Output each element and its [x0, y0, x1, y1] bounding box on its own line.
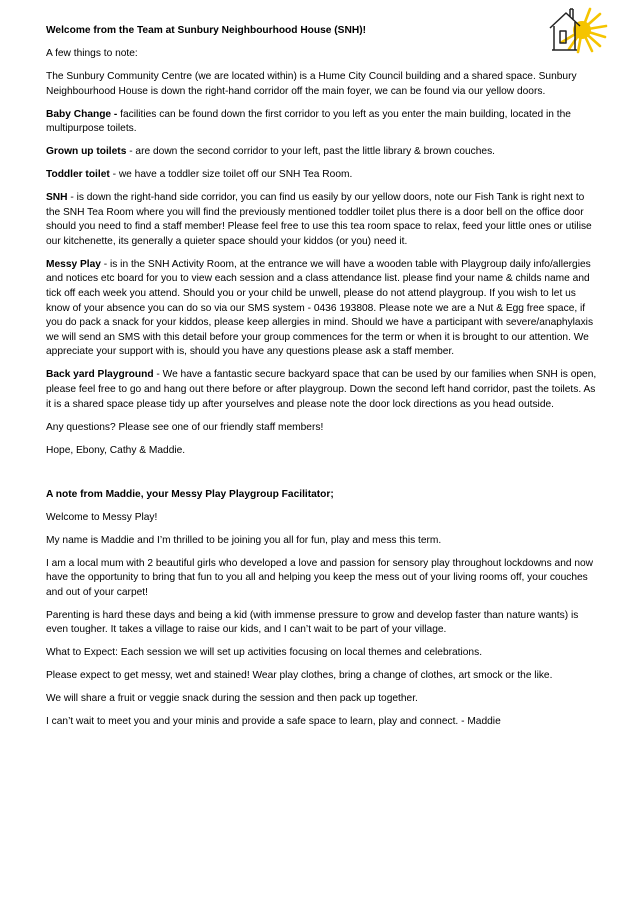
maddie-paragraph-6: We will share a fruit or veggie snack during the session and then pack up together.	[46, 693, 418, 705]
grown-up-toilets-paragraph	[46, 145, 600, 160]
back-yard-paragraph	[46, 368, 600, 412]
toddler-toilet-paragraph	[46, 168, 600, 183]
snh-text: - is down the right-hand side corridor, you can find us easily by our yellow doors, note our Fish Tank is right next to the SNH Tea Room where you will find the previously mentioned toddler toilet plus there is a door bell on the office door should you need to find a staff member! Please feel free to use this tea room space to relax, feed your little ones or utilise our kitchenette, its generally a quieter space should your kiddos (or you) need it.	[46, 192, 592, 247]
back-yard-lead: Back yard Playground	[46, 369, 154, 381]
location-paragraph: The Sunbury Community Centre (we are located within) is a Hume City Council building and a shared space. Sunbury Neighbourhood House is down the right-hand corridor off the main foyer, we can be found via our yellow doors.	[46, 70, 577, 97]
maddie-paragraph-4: What to Expect: Each session we will set up activities focusing on local themes and celebrations.	[46, 647, 483, 659]
messy-play-text: - is in the SNH Activity Room, at the entrance we will have a wooden table with Playgroup daily info/allergies and notices etc board for you to view each session and a class attendance list. please find your name & childs name and tick off each week you attend. Should you or your child be unwell, please do not attend playgroup. If you wish to let us know of your absence you can do so via our SMS system - 0436 193808. Please note we are a Nut & Egg free space, if you do pack a snack for your kiddos, please keep allergies in mind. Should we have a participant with severe/anaphylaxis we will send an SMS with this detail before your group commences for the term or when it is brought to our attention. We appreciate your support with is, should you have any questions please ask a staff member.	[46, 258, 594, 358]
maddie-paragraph-2: I am a local mum with 2 beautiful girls who developed a love and passion for sensory play throughout lockdowns and now have the opportunity to bring that fun to you all and helping you keep the mess out of your living rooms off, your couches and out of your carpet!	[46, 557, 594, 598]
maddie-note-title: A note from Maddie, your Messy Play Playgroup Facilitator;	[46, 488, 334, 500]
intro-text: A few things to note:	[46, 47, 138, 59]
signoff-text: Hope, Ebony, Cathy & Maddie.	[46, 444, 186, 456]
messy-play-paragraph	[46, 258, 600, 360]
grown-up-toilets-lead: Grown up toilets	[46, 146, 127, 158]
section-divider-space	[46, 467, 600, 488]
maddie-paragraph-3: Parenting is hard these days and being a kid (with immense pressure to grow and develop faster than nature wants) is even tougher. It takes a village to raise our kids, and I can’t wait to be part of your village.	[46, 609, 579, 636]
grown-up-toilets-text: - are down the second corridor to your left, past the little library & brown couches.	[126, 146, 496, 158]
questions-text: Any questions? Please see one of our friendly staff members!	[46, 421, 324, 433]
maddie-paragraph-7: I can’t wait to meet you and your minis and provide a safe space to learn, play and connect. - Maddie	[46, 716, 501, 728]
toddler-toilet-text: - we have a toddler size toilet off our SNH Tea Room.	[109, 169, 353, 181]
baby-change-lead: Baby Change -	[46, 108, 118, 120]
welcome-title: Welcome from the Team at Sunbury Neighbourhood House (SNH)!	[46, 25, 366, 36]
maddie-paragraph-1: My name is Maddie and I’m thrilled to be joining you all for fun, play and mess this term.	[46, 534, 442, 546]
back-yard-text: - We have a fantastic secure backyard space that can be used by our families when SNH is open, please feel free to go and hang out there before or after playgroup. Down the second left hand corridor, past the toilets. As it is a shared space please tidy up after yourselves and please note the door lock directions as you head outside.	[46, 369, 597, 410]
baby-change-text: facilities can be found down the first corridor to you left as you enter the main building, located in the multipurpose toilets.	[46, 108, 571, 135]
welcome-messy-play-text: Welcome to Messy Play!	[46, 511, 158, 523]
maddie-paragraph-5: Please expect to get messy, wet and stained! Wear play clothes, bring a change of clothes, art smock or the like.	[46, 670, 553, 682]
document-body	[46, 24, 600, 738]
snh-lead: SNH	[46, 192, 68, 204]
toddler-toilet-lead: Toddler toilet	[46, 169, 110, 181]
snh-paragraph	[46, 191, 600, 249]
baby-change-paragraph	[46, 108, 600, 137]
messy-play-lead: Messy Play	[46, 258, 101, 270]
